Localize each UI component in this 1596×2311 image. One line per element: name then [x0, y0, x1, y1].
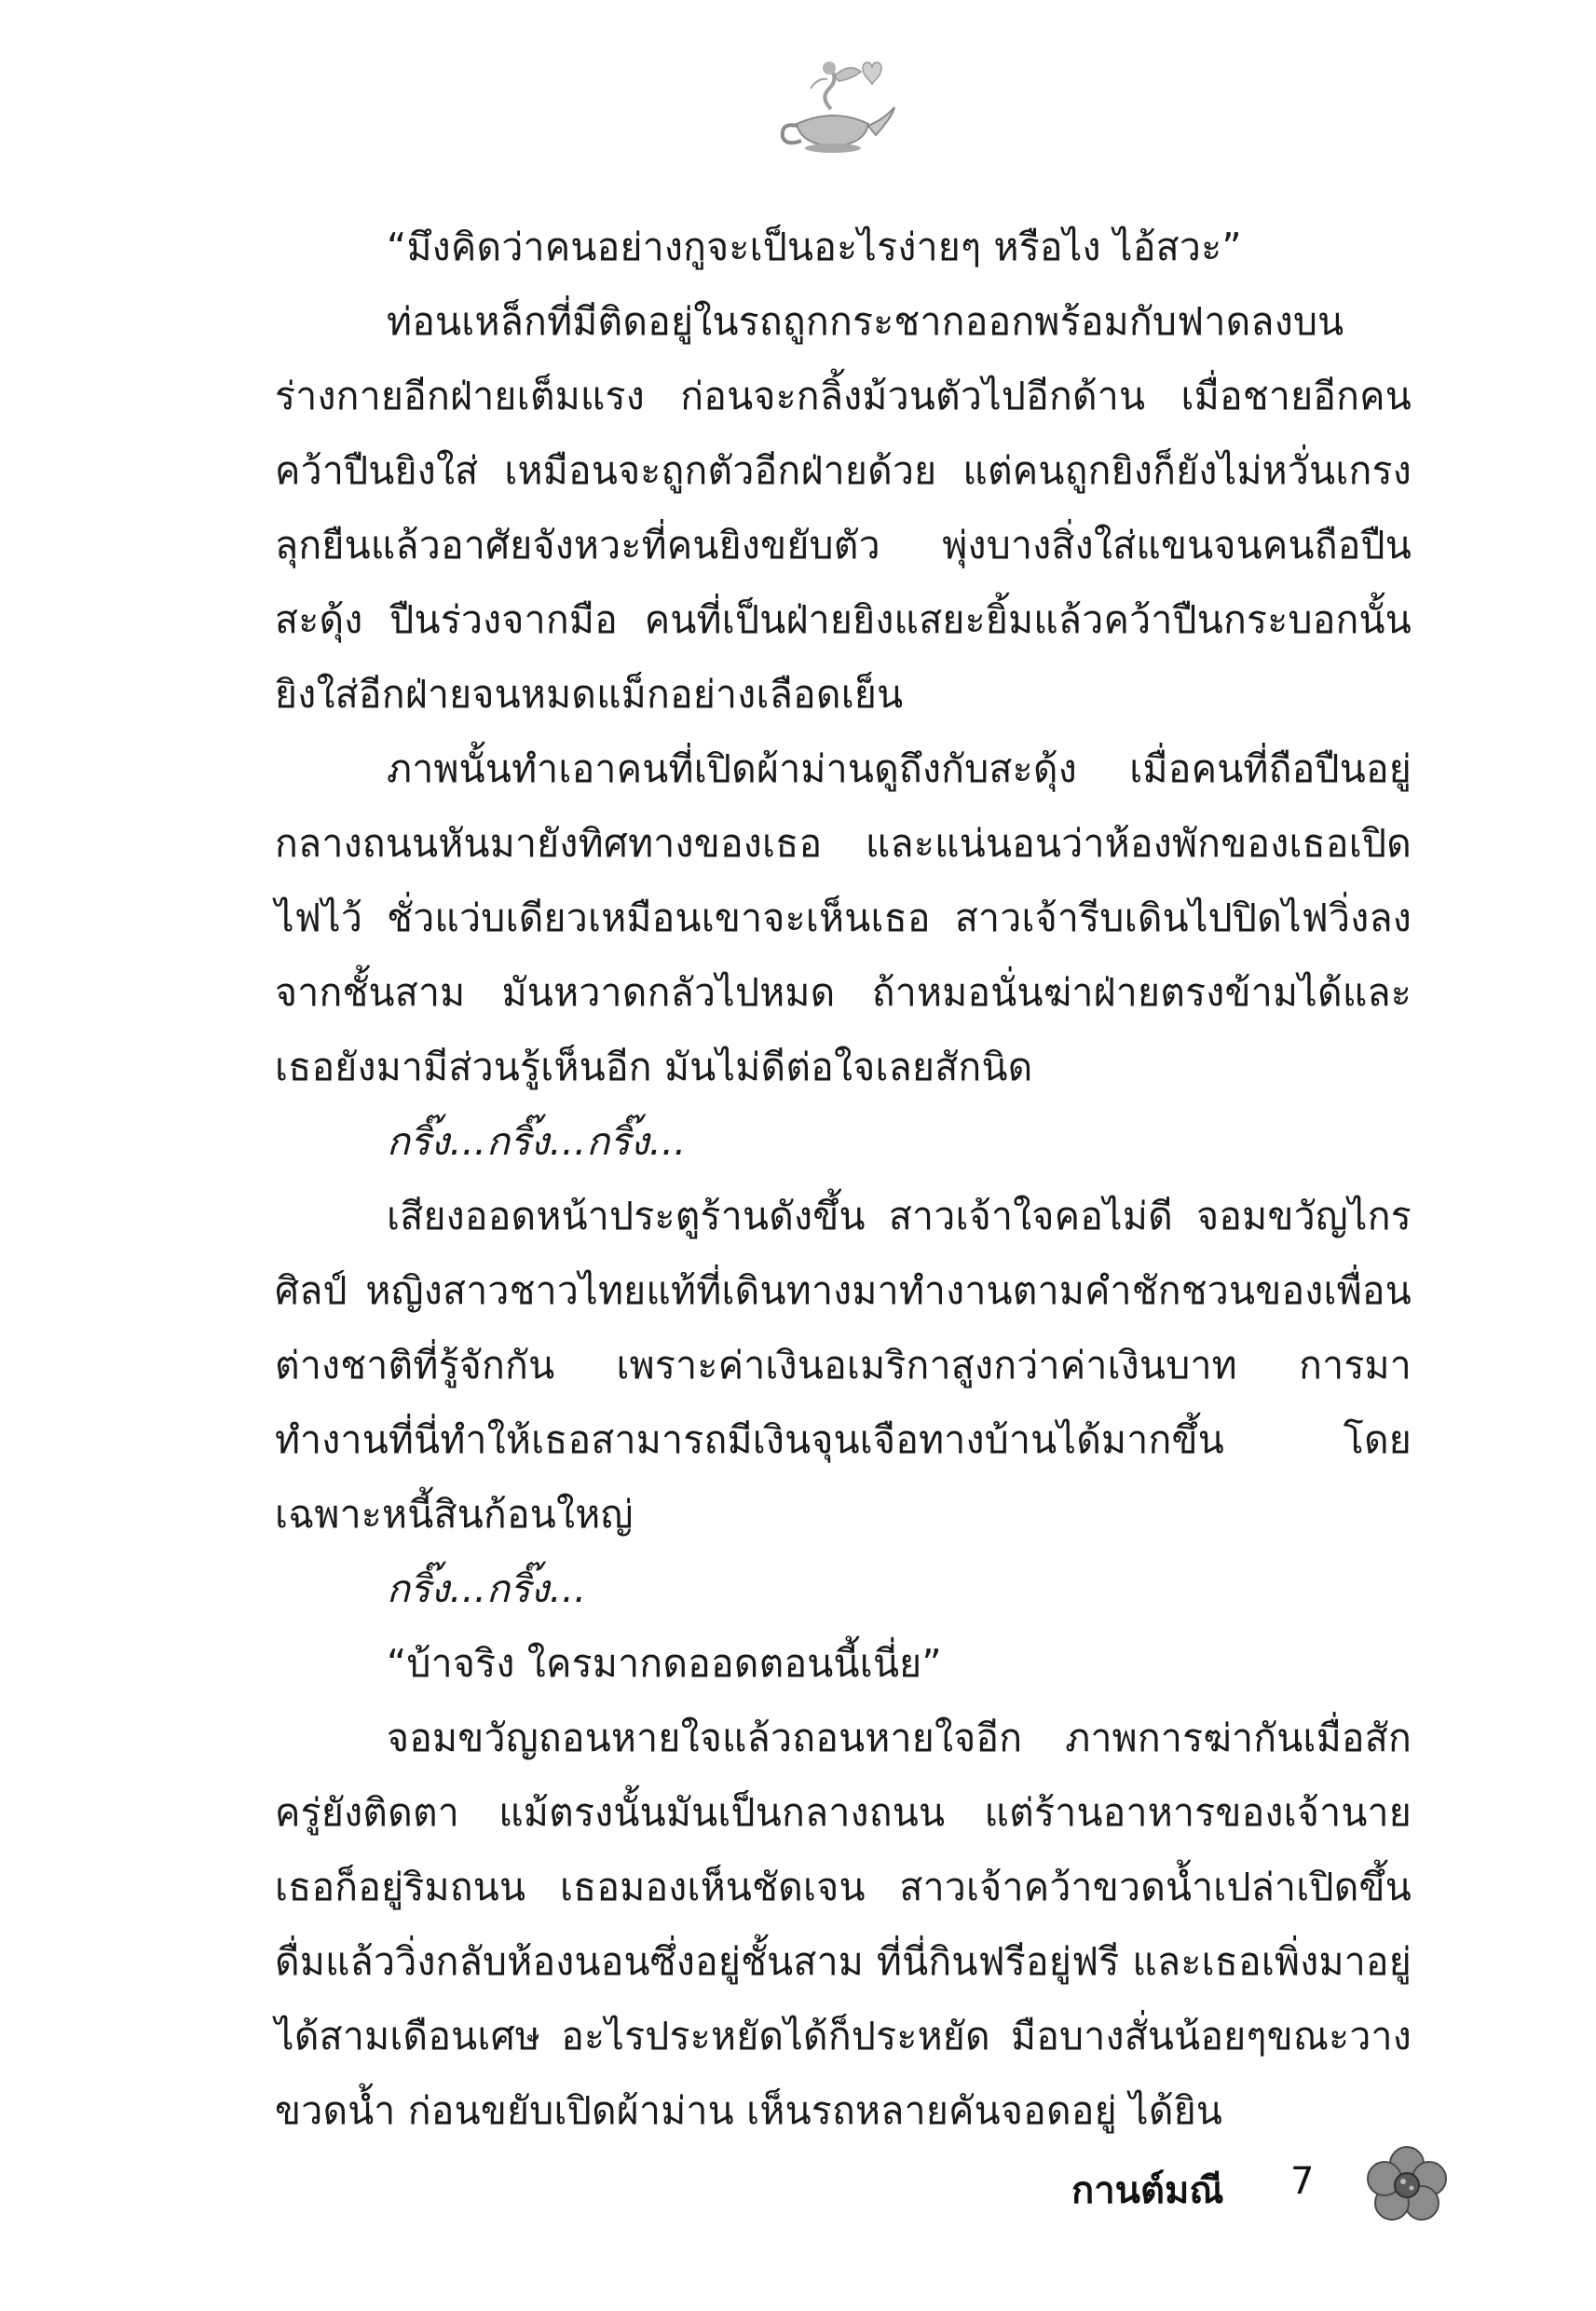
doorbell-sound-1: กริ๊ง...กริ๊ง...กริ๊ง...: [387, 1119, 687, 1164]
paragraph-4: เสียงออดหน้าประตูร้านดังขึ้น สาวเจ้าใจคอไม่ดี จอมขวัญไกรศิลป์ หญิงสาวชาวไทยแท้ที่เดินทางมาทำงานตามคำชักชวนของเพื่อนต่างชาติที่รู้จักกัน เพราะค่าเงินอเมริกาสูงกว่าค่าเงินบาท การมาทำงานที่นี่ทำให้เธอสามารถมีเงินจุนเจือทางบ้านได้มากขึ้น โดยเฉพาะหนี้สินก้อนใหญ่: [275, 1194, 1412, 1537]
page-footer: [1071, 2143, 1463, 2227]
body-text: [275, 210, 1412, 2148]
paragraph-5: “บ้าจริง ใครมากดออดตอนนี้เนี่ย”: [387, 1641, 942, 1686]
page-number: 7: [1290, 2160, 1315, 2203]
paragraph-3: ภาพนั้นทำเอาคนที่เปิดผ้าม่านดูถึงกับสะดุ้ง เมื่อคนที่ถือปืนอยู่กลางถนนหันมายังทิศทางของเธอ และแน่นอนว่าห้องพักของเธอเปิดไฟไว้ ชั่วแว่บเดียวเหมือนเขาจะเห็นเธอ สาวเจ้ารีบเดินไปปิดไฟวิ่งลงจากชั้นสาม มันหวาดกลัวไปหมด ถ้าหมอนั่นฆ่าฝ่ายตรงข้ามได้และเธอยังมามีส่วนรู้เห็นอีก มันไม่ดีต่อใจเลยสักนิด: [275, 746, 1412, 1089]
flower-icon: [1360, 2143, 1453, 2227]
cupid-teapot-logo-icon: [764, 51, 904, 163]
doorbell-sound-2: กริ๊ง...กริ๊ง...: [387, 1566, 587, 1611]
paragraph-2: ท่อนเหล็กที่มีติดอยู่ในรถถูกกระชากออกพร้อมกับฟาดลงบนร่างกายอีกฝ่ายเต็มแรง ก่อนจะกลิ้งม้วนตัวไปอีกด้าน เมื่อชายอีกคนคว้าปืนยิงใส่ เหมือนจะถูกตัวอีกฝ่ายด้วย แต่คนถูกยิงก็ยังไม่หวั่นเกรง ลุกยืนแล้วอาศัยจังหวะที่คนยิงขยับตัว พุ่งบางสิ่งใส่แขนจนคนถือปืนสะดุ้ง ปืนร่วงจากมือ คนที่เป็นฝ่ายยิงแสยะยิ้มแล้วคว้าปืนกระบอกนั้นยิงใส่อีกฝ่ายจนหมดแม็กอย่างเลือดเย็น: [275, 299, 1412, 717]
paragraph-6: จอมขวัญถอนหายใจแล้วถอนหายใจอีก ภาพการฆ่ากันเมื่อสักครู่ยังติดตา แม้ตรงนั้นมันเป็นกลางถนน แต่ร้านอาหารของเจ้านายเธอก็อยู่ริมถนน เธอมองเห็นชัดเจน สาวเจ้าคว้าขวดน้ำเปล่าเปิดขึ้นดื่มแล้ววิ่งกลับห้องนอนซึ่งอยู่ชั้นสาม ที่นี่กินฟรีอยู่ฟรี และเธอเพิ่งมาอยู่ได้สามเดือนเศษ อะไรประหยัดได้ก็ประหยัด มือบางสั่นน้อยๆขณะวางขวดน้ำ ก่อนขยับเปิดผ้าม่าน เห็นรถหลายคันจอดอยู่ ได้ยิน: [275, 1716, 1412, 2133]
paragraph-1: “มึงคิดว่าคนอย่างกูจะเป็นอะไรง่ายๆ หรือไง ไอ้สวะ”: [387, 225, 1242, 269]
book-title: กานต์มณี: [1071, 2169, 1224, 2212]
